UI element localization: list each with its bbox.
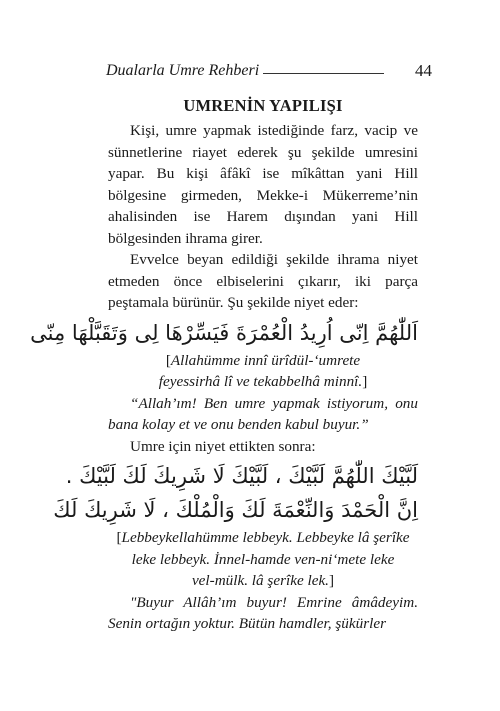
telbiye-meaning: "Buyur Allâh’ım buyur! Emrine âmâdeyim. Senin ortağın yoktur. Bütün hamdler, şükürler	[108, 593, 418, 632]
niyet-translit-line-2: feyessirhâ lî ve tekabbelhâ minnî.	[158, 373, 363, 390]
paragraph-intro: Kişi, umre yapmak istediğinde farz, vacip ve sünnetlerine riayet ederek şu şekilde umresini yapar. Bu kişi âfâkî ise mîkâttan yani Hill bölgesine girmeden, Mekke-i Mükerreme’nin ahalisinden ise Harem dışından yani Hill bölgesinden ihrama girer.	[108, 122, 418, 247]
running-head-title: Dualarla Umre Rehberi	[106, 62, 260, 79]
telbiye-transliteration: [Lebbeykellahümme lebbeyk. Lebbeyke lâ şerîke leke lebbeyk. İnnel-hamde ven-ni‘mete leke vel-mülk. lâ şerîke lek.]	[108, 527, 418, 592]
niyet-dua-meaning: “Allah’ım! Ben umre yapmak istiyorum, onu bana kolay et ve onu benden kabul buyur.”	[108, 394, 418, 433]
niyet-dua-transliteration: [Allahümme innî ürîdül-‘umrete feyessirhâ lî ve tekabbelhâ minnî.]	[158, 351, 368, 390]
telbiye-translit-line-3: vel-mülk. lâ şerîke lek.	[191, 572, 329, 589]
paragraph-telbiye-intro: Umre için niyet ettikten sonra:	[130, 437, 316, 455]
paragraph-niyet: Evvelce beyan edildiği şekilde ihrama niyet etmeden önce elbiselerini çıkarır, iki parça peştamala bürünür. Şu şekilde niyet eder:	[108, 251, 418, 311]
section-heading: UMRENİN YAPILIŞI	[183, 96, 343, 115]
body-text	[30, 92, 418, 635]
telbiye-arabic-line-1: لَبَّيْكَ اللّٰهُمَّ لَبَّيْكَ ، لَبَّيْكَ لَا شَرِيكَ لَكَ لَبَّيْكَ .	[65, 464, 418, 488]
telbiye-arabic-line-2: اِنَّ الْحَمْدَ وَالنِّعْمَةَ لَكَ وَالْمُلْكَ ، لَا شَرِيكَ لَكَ	[53, 498, 418, 522]
niyet-dua-arabic: اَللّٰهُمَّ اِنّى اُرِيدُ الْعُمْرَةَ فَيَسِّرْهَا لِى وَتَقَبَّلْهَا مِنّى	[30, 320, 418, 345]
telbiye-translit-line-1: Lebbeykellahümme lebbeyk. Lebbeyke lâ şerîke	[121, 529, 410, 546]
running-head	[106, 62, 432, 84]
page-number: 44	[415, 61, 432, 80]
running-head-rule	[263, 73, 384, 74]
telbiye-translit-line-2: leke lebbeyk. İnnel-hamde ven-ni‘mete leke	[131, 550, 395, 568]
niyet-translit-line-1: Allahümme innî ürîdül-‘umrete	[170, 351, 361, 369]
